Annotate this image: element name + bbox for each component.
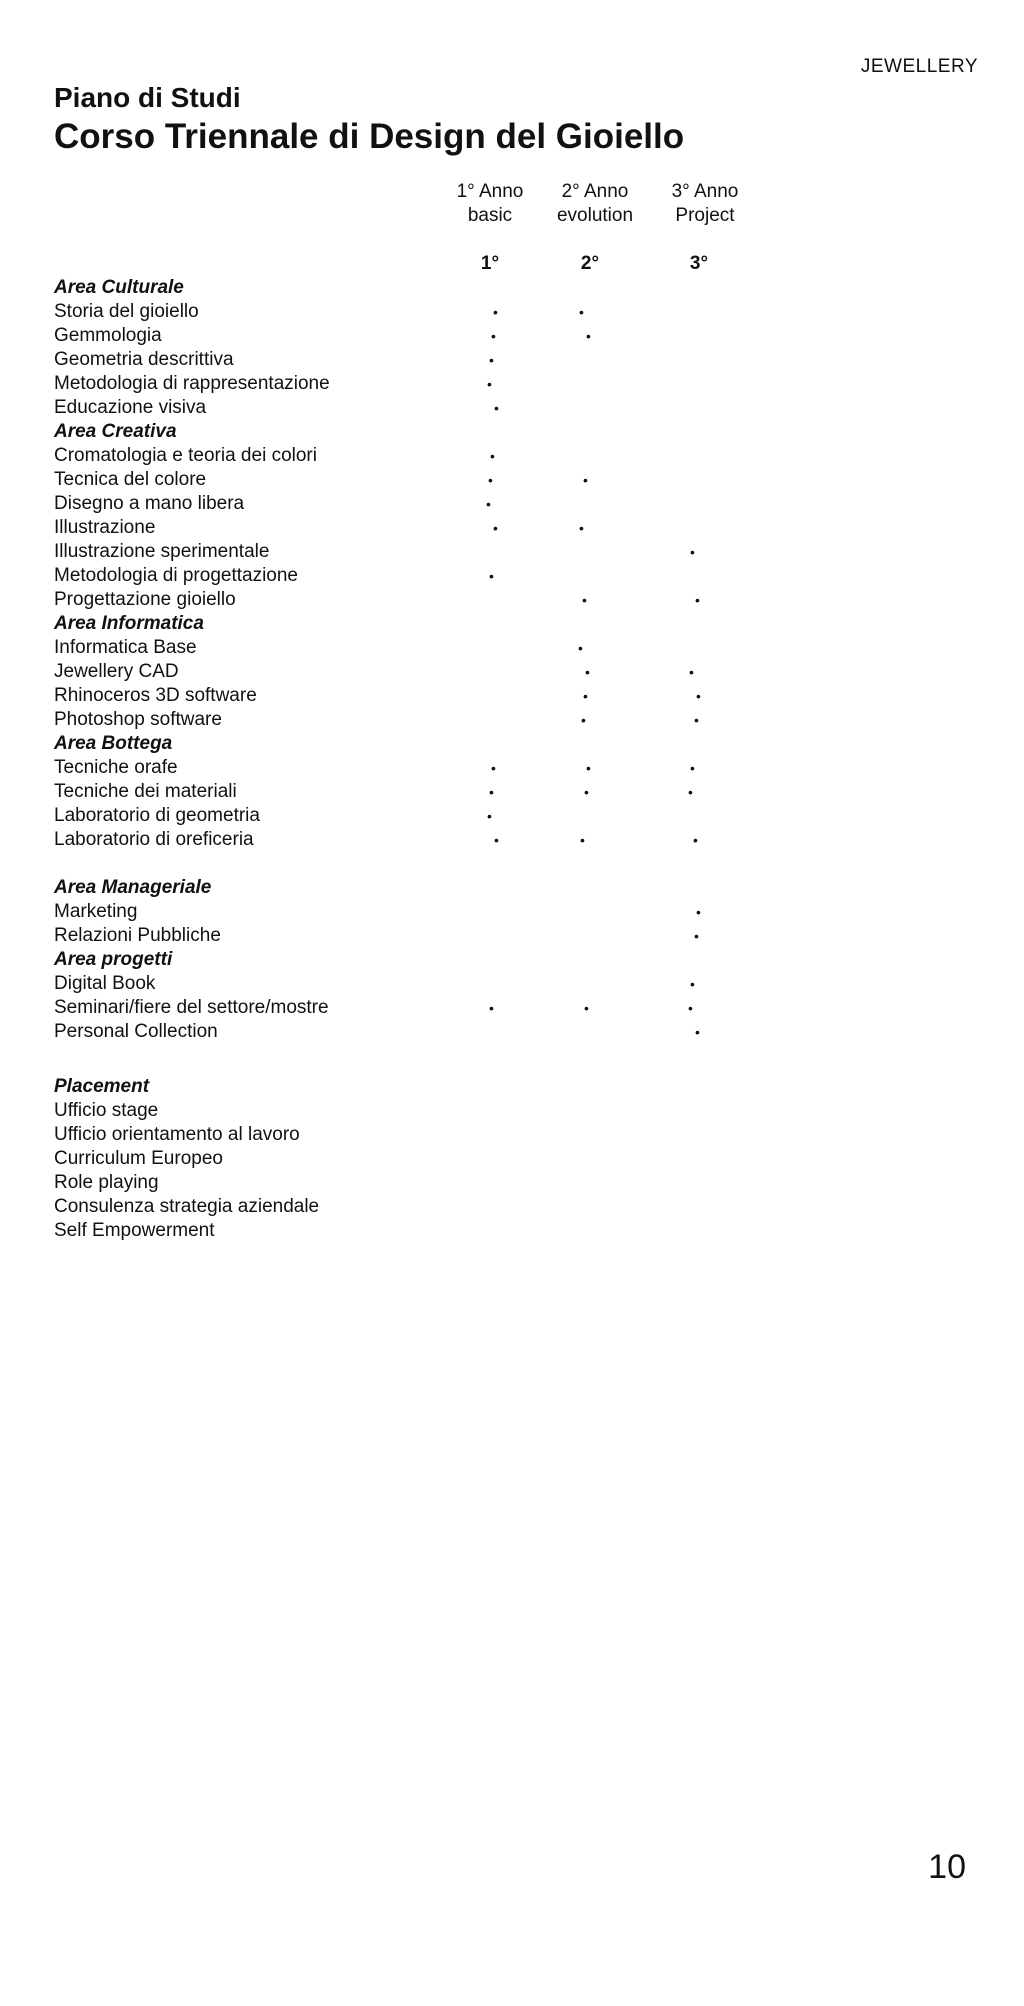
header-tag: JEWELLERY xyxy=(860,56,978,77)
year-1-bullet: • xyxy=(493,304,498,320)
course-row: Metodologia di progettazione xyxy=(54,565,299,586)
year-1-bullet: • xyxy=(491,760,496,776)
placement-item: Ufficio orientamento al lavoro xyxy=(54,1124,300,1145)
column-header-3-line2: Project xyxy=(675,205,735,226)
column-header-3 xyxy=(655,180,755,228)
section-heading: Area Creativa xyxy=(54,421,177,442)
year-1-bullet: • xyxy=(487,376,492,392)
year-3-bullet: • xyxy=(690,976,695,992)
year-1-bullet: • xyxy=(489,784,494,800)
year-2-bullet: • xyxy=(584,784,589,800)
year-3-bullet: • xyxy=(694,928,699,944)
year-1-bullet: • xyxy=(489,1000,494,1016)
year-2-bullet: • xyxy=(579,304,584,320)
column-number-2: 2° xyxy=(580,253,600,274)
year-3-bullet: • xyxy=(695,592,700,608)
year-2-bullet: • xyxy=(578,640,583,656)
year-3-bullet: • xyxy=(693,832,698,848)
year-2-bullet: • xyxy=(585,664,590,680)
course-row: Relazioni Pubbliche xyxy=(54,925,221,946)
column-number-3: 3° xyxy=(689,253,709,274)
year-1-bullet: • xyxy=(490,448,495,464)
year-1-bullet: • xyxy=(493,520,498,536)
page-number: 10 xyxy=(928,1848,966,1886)
course-row: Progettazione gioiello xyxy=(54,589,236,610)
course-row: Disegno a mano libera xyxy=(54,493,245,514)
course-row: Laboratorio di oreficeria xyxy=(54,829,254,850)
course-row: Rhinoceros 3D software xyxy=(54,685,257,706)
placement-item: Role playing xyxy=(54,1172,159,1193)
course-row: Laboratorio di geometria xyxy=(54,805,260,826)
course-row: Personal Collection xyxy=(54,1021,218,1042)
page-title: Piano di Studi xyxy=(54,82,241,113)
section-heading: Area Manageriale xyxy=(54,877,212,898)
year-3-bullet: • xyxy=(689,664,694,680)
column-header-1-line1: 1° Anno xyxy=(456,181,524,202)
column-header-1 xyxy=(440,180,540,228)
section-heading: Area progetti xyxy=(54,949,173,970)
year-2-bullet: • xyxy=(583,472,588,488)
course-row: Tecnica del colore xyxy=(54,469,207,490)
year-1-bullet: • xyxy=(487,808,492,824)
year-2-bullet: • xyxy=(580,832,585,848)
year-3-bullet: • xyxy=(688,784,693,800)
course-row: Gemmologia xyxy=(54,325,162,346)
year-2-bullet: • xyxy=(584,1000,589,1016)
course-row: Jewellery CAD xyxy=(54,661,179,682)
course-row: Storia del gioiello xyxy=(54,301,199,322)
course-row: Tecniche dei materiali xyxy=(54,781,237,802)
course-row: Seminari/fiere del settore/mostre xyxy=(54,997,329,1018)
column-header-2-line1: 2° Anno xyxy=(561,181,629,202)
placement-item: Self Empowerment xyxy=(54,1220,215,1241)
year-1-bullet: • xyxy=(488,472,493,488)
year-1-bullet: • xyxy=(494,832,499,848)
page-subtitle: Corso Triennale di Design del Gioiello xyxy=(54,117,685,156)
year-2-bullet: • xyxy=(582,592,587,608)
year-3-bullet: • xyxy=(696,688,701,704)
course-row: Illustrazione sperimentale xyxy=(54,541,270,562)
year-1-bullet: • xyxy=(491,328,496,344)
year-1-bullet: • xyxy=(494,400,499,416)
course-row: Photoshop software xyxy=(54,709,222,730)
course-row: Educazione visiva xyxy=(54,397,207,418)
course-row: Tecniche orafe xyxy=(54,757,178,778)
column-header-3-line1: 3° Anno xyxy=(671,181,739,202)
column-header-1-line2: basic xyxy=(467,205,513,226)
course-row: Geometria descrittiva xyxy=(54,349,234,370)
year-2-bullet: • xyxy=(579,520,584,536)
placement-heading: Placement xyxy=(54,1076,150,1097)
course-row: Illustrazione xyxy=(54,517,156,538)
year-3-bullet: • xyxy=(690,544,695,560)
year-2-bullet: • xyxy=(581,712,586,728)
course-row: Cromatologia e teoria dei colori xyxy=(54,445,317,466)
year-2-bullet: • xyxy=(586,760,591,776)
year-1-bullet: • xyxy=(489,352,494,368)
year-3-bullet: • xyxy=(688,1000,693,1016)
year-3-bullet: • xyxy=(690,760,695,776)
course-row: Digital Book xyxy=(54,973,156,994)
year-1-bullet: • xyxy=(489,568,494,584)
course-row: Marketing xyxy=(54,901,138,922)
section-heading: Area Culturale xyxy=(54,277,184,298)
course-row: Informatica Base xyxy=(54,637,197,658)
year-3-bullet: • xyxy=(696,904,701,920)
section-heading: Area Bottega xyxy=(54,733,173,754)
year-2-bullet: • xyxy=(583,688,588,704)
year-3-bullet: • xyxy=(695,1024,700,1040)
column-number-1: 1° xyxy=(480,253,500,274)
year-2-bullet: • xyxy=(586,328,591,344)
column-header-2-line2: evolution xyxy=(556,205,634,226)
placement-item: Curriculum Europeo xyxy=(54,1148,223,1169)
course-row: Metodologia di rappresentazione xyxy=(54,373,330,394)
placement-item: Consulenza strategia aziendale xyxy=(54,1196,320,1217)
year-1-bullet: • xyxy=(486,496,491,512)
column-header-2 xyxy=(545,180,645,228)
placement-item: Ufficio stage xyxy=(54,1100,159,1121)
year-3-bullet: • xyxy=(694,712,699,728)
section-heading: Area Informatica xyxy=(54,613,204,634)
